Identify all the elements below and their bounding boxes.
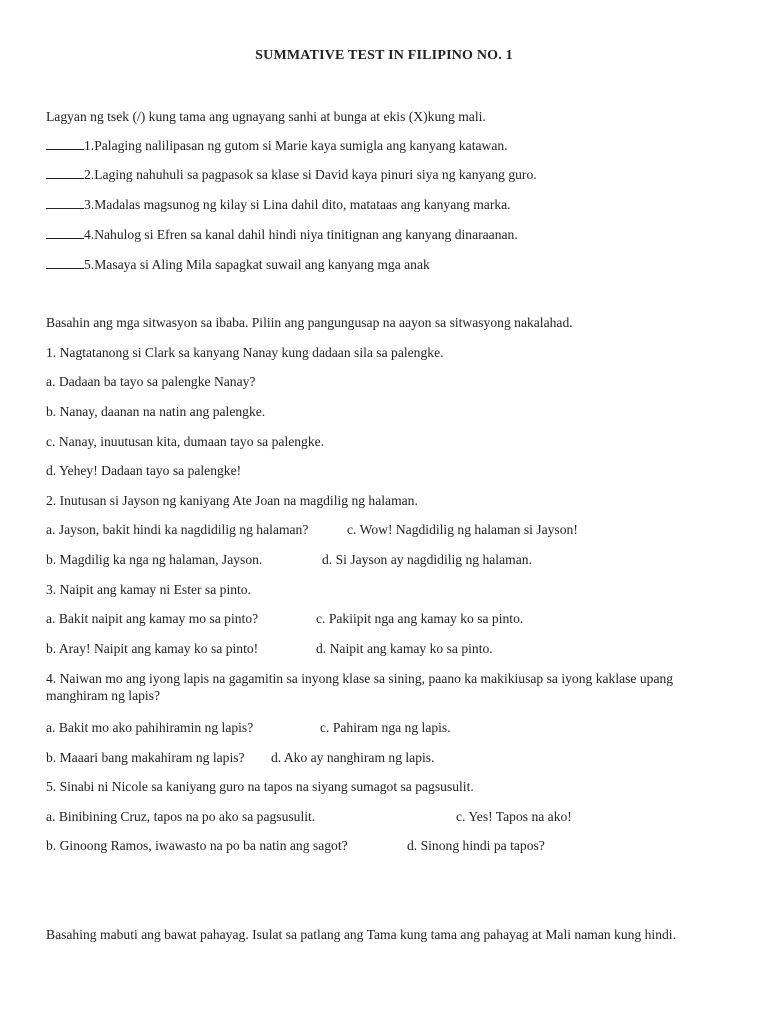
- q3-stem: 3. Naipit ang kamay ni Ester sa pinto.: [46, 582, 251, 597]
- part1-item-text: 2.Laging nahuhuli sa pagpasok sa klase si David kaya pinuri siya ng kanyang guro.: [84, 167, 537, 182]
- part1-item-4: [46, 226, 518, 243]
- q3-choice-d: d. Naipit ang kamay ko sa pinto.: [316, 641, 493, 656]
- q5-choice-a: a. Binibining Cruz, tapos na po ako sa pagsusulit.: [46, 809, 316, 824]
- part1-item-3: [46, 196, 511, 213]
- part1-item-1: [46, 137, 508, 154]
- page-title: SUMMATIVE TEST IN FILIPINO NO. 1: [255, 48, 513, 63]
- part1-item-text: 4.Nahulog si Efren sa kanal dahil hindi niya tinitignan ang kanyang dinaraanan.: [84, 227, 518, 242]
- answer-blank: [46, 166, 84, 179]
- part1-item-2: [46, 166, 537, 183]
- q1-choice-d: d. Yehey! Dadaan tayo sa palengke!: [46, 463, 242, 478]
- q3-choice-a: a. Bakit naipit ang kamay mo sa pinto?: [46, 611, 259, 626]
- q2-choice-c: c. Wow! Nagdidilig ng halaman si Jayson!: [347, 522, 578, 537]
- q1-stem: 1. Nagtatanong si Clark sa kanyang Nanay kung dadaan sila sa palengke.: [46, 345, 444, 360]
- answer-blank: [46, 137, 84, 150]
- q1-choice-b: b. Nanay, daanan na natin ang palengke.: [46, 404, 266, 419]
- q5-stem: 5. Sinabi ni Nicole sa kaniyang guro na tapos na siyang sumagot sa pagsusulit.: [46, 779, 474, 794]
- q4-choice-b: b. Maaari bang makahiram ng lapis?: [46, 750, 245, 765]
- q4-stem: 4. Naiwan mo ang iyong lapis na gagamitin sa inyong klase sa sining, paano ka makikiusap sa iyong kaklase upang manghiram ng lapis?: [46, 671, 674, 703]
- q4-choice-d: d. Ako ay nanghiram ng lapis.: [271, 750, 435, 765]
- q2-choice-d: d. Si Jayson ay nagdidilig ng halaman.: [322, 552, 532, 567]
- q3-choice-b: b. Aray! Naipit ang kamay ko sa pinto!: [46, 641, 259, 656]
- q5-choice-b: b. Ginoong Ramos, iwawasto na po ba natin ang sagot?: [46, 838, 348, 853]
- q1-choice-a: a. Dadaan ba tayo sa palengke Nanay?: [46, 374, 256, 389]
- answer-blank: [46, 196, 84, 209]
- q5-choice-c: c. Yes! Tapos na ako!: [456, 809, 572, 824]
- q2-choice-a: a. Jayson, bakit hindi ka nagdidilig ng halaman?: [46, 522, 309, 537]
- part2-instruction: Basahin ang mga sitwasyon sa ibaba. Piliin ang pangungusap na aayon sa sitwasyong nakalahad.: [46, 315, 573, 330]
- q5-choice-d: d. Sinong hindi pa tapos?: [407, 838, 545, 853]
- part1-item-text: 1.Palaging nalilipasan ng gutom si Marie kaya sumigla ang kanyang katawan.: [84, 138, 508, 153]
- part1-item-5: [46, 256, 430, 273]
- q2-stem: 2. Inutusan si Jayson ng kaniyang Ate Joan na magdilig ng halaman.: [46, 493, 418, 508]
- answer-blank: [46, 226, 84, 239]
- q1-choice-c: c. Nanay, inuutusan kita, dumaan tayo sa palengke.: [46, 434, 325, 449]
- answer-blank: [46, 256, 84, 269]
- part3-instruction: Basahing mabuti ang bawat pahayag. Isulat sa patlang ang Tama kung tama ang pahayag at Mali naman kung hindi.: [46, 927, 676, 942]
- q4-choice-a: a. Bakit mo ako pahihiramin ng lapis?: [46, 720, 254, 735]
- part1-instruction: Lagyan ng tsek (/) kung tama ang ugnayang sanhi at bunga at ekis (X)kung mali.: [46, 109, 486, 124]
- q3-choice-c: c. Pakiipit nga ang kamay ko sa pinto.: [316, 611, 524, 626]
- part1-item-text: 3.Madalas magsunog ng kilay si Lina dahil dito, matataas ang kanyang marka.: [84, 197, 511, 212]
- q2-choice-b: b. Magdilig ka nga ng halaman, Jayson.: [46, 552, 263, 567]
- part1-item-text: 5.Masaya si Aling Mila sapagkat suwail ang kanyang mga anak: [84, 257, 430, 272]
- q4-choice-c: c. Pahiram nga ng lapis.: [320, 720, 451, 735]
